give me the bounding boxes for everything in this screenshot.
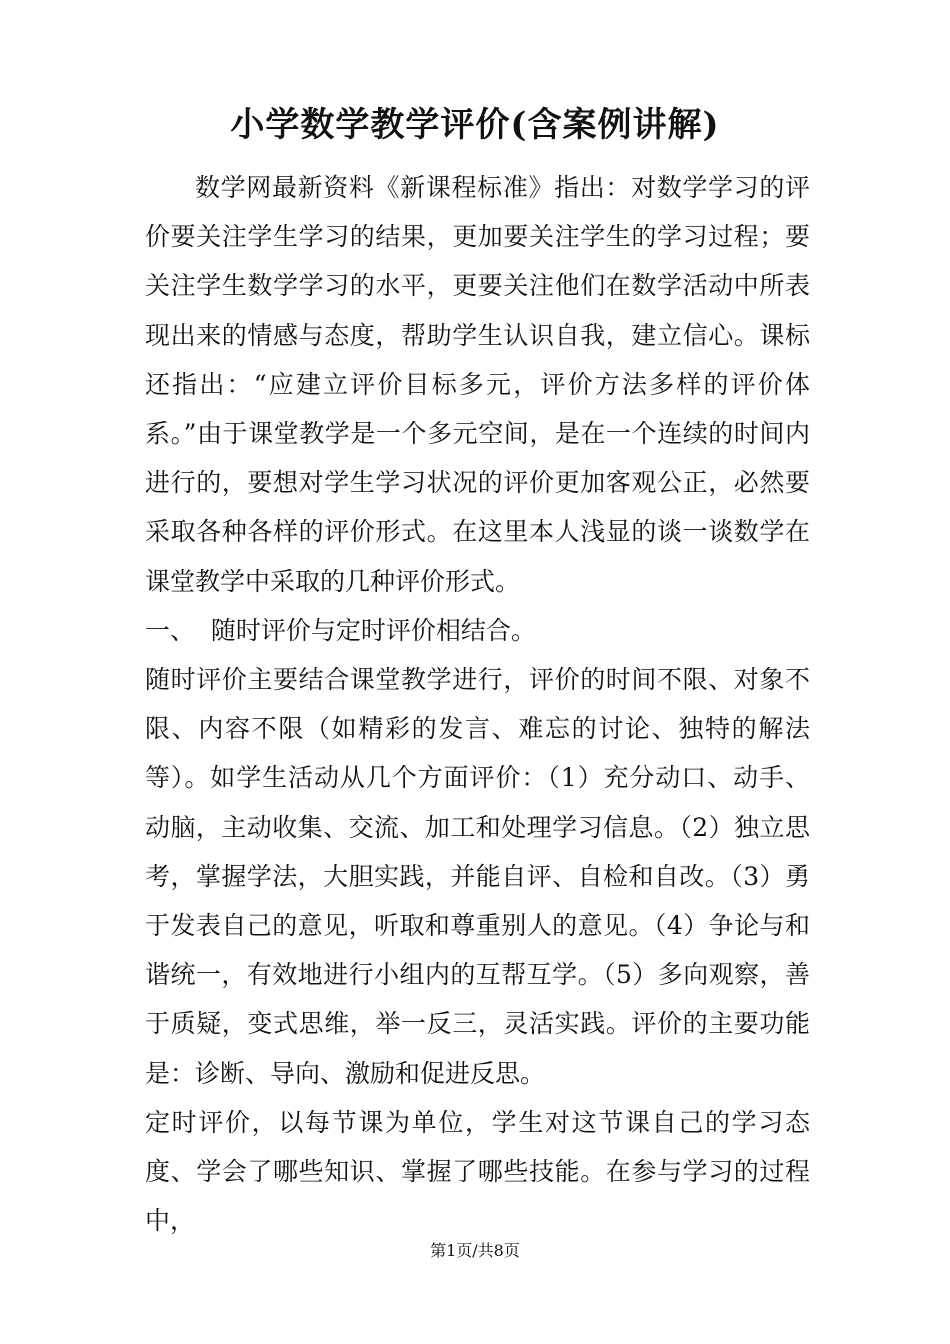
page-number-footer: 第1页/共8页	[430, 1241, 520, 1260]
document-title: 小学数学教学评价(含案例讲解)	[230, 105, 720, 145]
body-paragraph-continuous-evaluation: 随时评价主要结合课堂教学进行，评价的时间不限、对象不限、内容不限（如精彩的发言、难忘的讨论、独特的解法等）。如学生活动从几个方面评价：（1）充分动口、动手、动脑，主动收集、交流、加工和处理学习信息。（2）独立思考，掌握学法，大胆实践，并能自评、自检和自改。（3）勇于发表自己的意见，听取和尊重别人的意见。（4）争论与和谐统一，有效地进行小组内的互帮互学。（5）多向观察，善于质疑，变式思维，举一反三，灵活实践。评价的主要功能是：诊断、导向、激励和促进反思。	[145, 665, 810, 1088]
body-paragraph-timed-evaluation: 定时评价，以每节课为单位，学生对这节课自己的学习态度、学会了哪些知识、掌握了哪些技能。在参与学习的过程中，	[145, 1107, 810, 1236]
intro-paragraph: 数学网最新资料《新课程标准》指出：对数学学习的评价要关注学生学习的结果，更加要关注学生的学习过程；要关注学生数学学习的水平，更要关注他们在数学活动中所表现出来的情感与态度，帮助学生认识自我，建立信心。课标还指出：“应建立评价目标多元，评价方法多样的评价体系。”由于课堂教学是一个多元空间，是在一个连续的时间内进行的，要想对学生学习状况的评价更加客观公正，必然要采取各种各样的评价形式。在这里本人浅显的谈一谈数学在课堂教学中采取的几种评价形式。	[145, 173, 810, 596]
section-heading-1: 一、 随时评价与定时评价相结合。	[145, 615, 536, 645]
document-body	[145, 163, 810, 1245]
